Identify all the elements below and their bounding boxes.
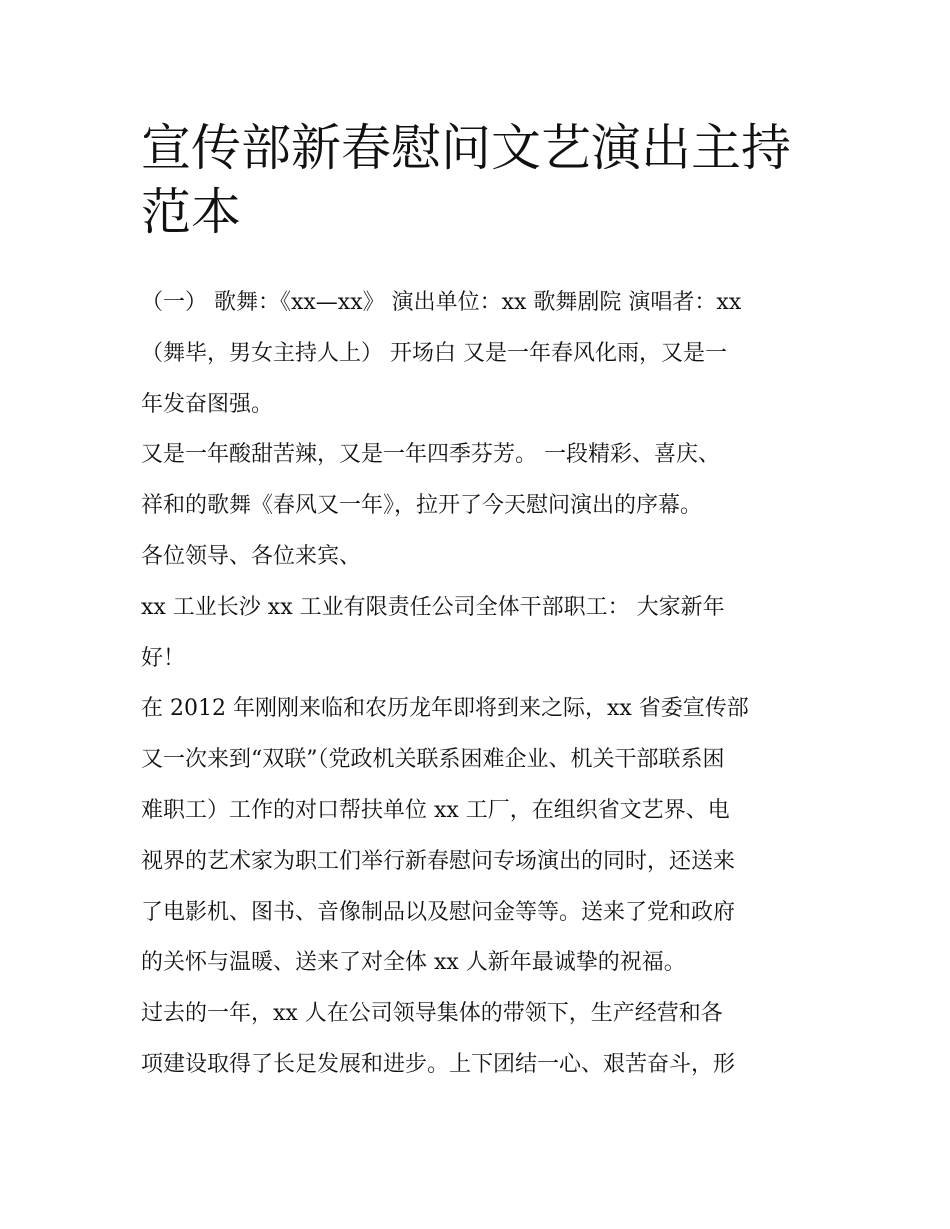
body-line: 视界的艺术家为职工们举行新春慰问专场演出的同时，还送来 [141,848,736,874]
title-line: 范本 [141,183,241,241]
body-line: （舞毕，男女主持人上） 开场白 又是一年春风化雨，又是一 [141,340,727,366]
body-line: 又一次来到“双联”（党政机关联系困难企业、机关干部联系困 [141,747,725,773]
body-line: 在 2012 年刚刚来临和农历龙年即将到来之际，xx 省委宣传部 [141,696,749,722]
body-line: （一） 歌舞：《xx—xx》 演出单位：xx 歌舞剧院 演唱者：xx [141,290,742,315]
body-line: 祥和的歌舞《春风又一年》，拉开了今天慰问演出的序幕。 [141,493,703,519]
body-line: 了电影机、图书、音像制品以及慰问金等等。送来了党和政府 [141,899,736,925]
body-line: 又是一年酸甜苦辣，又是一年四季芬芳。 一段精彩、喜庆、 [141,442,720,468]
body-line: 的关怀与温暖、送来了对全体 xx 人新年最诚挚的祝福。 [141,950,686,976]
body-line: 好！ [141,645,186,671]
body-line: xx 工业长沙 xx 工业有限责任公司全体干部职工： 大家新年 [141,594,725,620]
body-line: 项建设取得了长足发展和进步。上下团结一心、艰苦奋斗，形 [141,1051,736,1077]
document-body [141,278,821,1091]
title-line: 宣传部新春慰问文艺演出主持 [141,119,791,177]
body-line: 年发奋图强。 [141,391,274,417]
document-title [141,116,821,244]
body-line: 各位领导、各位来宾、 [141,543,362,569]
body-line: 过去的一年，xx 人在公司领导集体的带领下，生产经营和各 [141,1001,723,1027]
body-line: 难职工）工作的对口帮扶单位 xx 工厂，在组织省文艺界、电 [141,797,730,823]
